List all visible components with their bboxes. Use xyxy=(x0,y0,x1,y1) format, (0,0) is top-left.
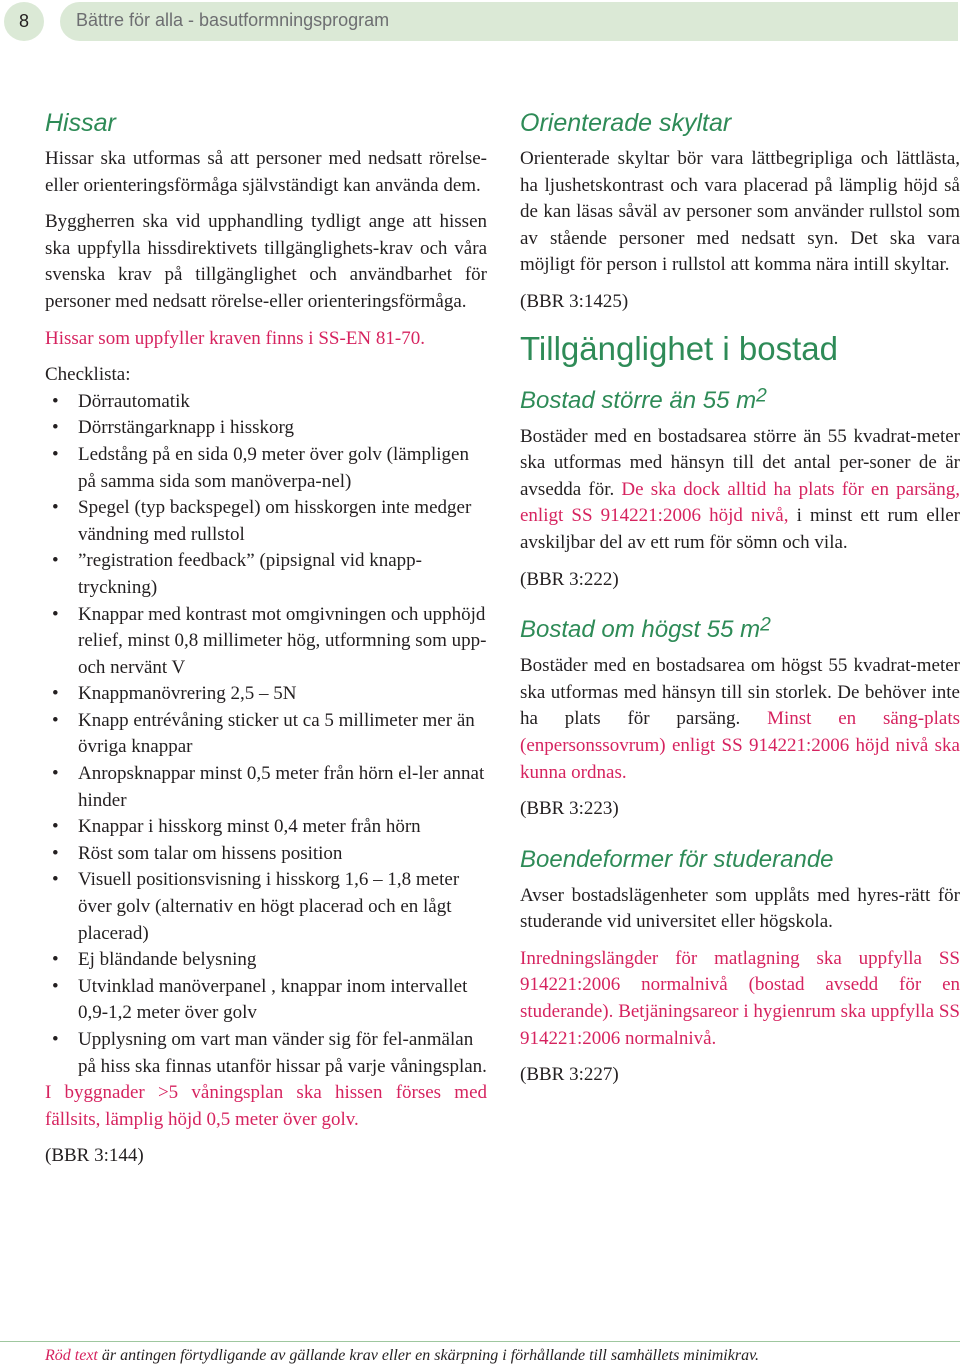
checklist-item xyxy=(45,947,487,974)
paragraph: Byggherren ska vid upphandling tydligt ange att hissen ska uppfylla hissdirektivets tillgänglighets-krav och våra svenska krav på tillgänglighet och användbarhet för personer med nedsatt rörelse-eller orienteringsförmåga. xyxy=(45,211,487,312)
reference: (BBR 3:222) xyxy=(520,568,619,590)
checklist-item-text: Knappar i hisskorg minst 0,4 meter från hörn xyxy=(78,816,421,838)
page-number: 8 xyxy=(4,2,44,41)
heading-tillganglighet-i-bostad: Tillgänglighet i bostad xyxy=(520,329,838,367)
checklist-item xyxy=(45,974,487,1027)
checklist-item-text: Utvinklad manöverpanel , knappar inom intervallet 0,9-1,2 meter över golv xyxy=(78,975,468,1024)
checklist-item-text: Knappar med kontrast mot omgivningen och upphöjd relief, minst 0,8 millimeter hög, utformning som upp- och nervänt V xyxy=(78,603,487,678)
footnote-red-label: Röd text xyxy=(45,1347,98,1364)
checklist-item xyxy=(45,761,487,814)
paragraph xyxy=(520,653,960,786)
heading-text: Bostad om högst 55 m xyxy=(520,616,761,644)
checklist-item xyxy=(45,867,487,947)
superscript: 2 xyxy=(756,384,767,406)
checklist-item-text: Anropsknappar minst 0,5 meter från hörn el-ler annat hinder xyxy=(78,763,485,811)
bullet-icon: • xyxy=(52,949,59,971)
left-column xyxy=(45,108,487,1180)
bullet-icon: • xyxy=(52,417,59,439)
bullet-icon: • xyxy=(52,763,59,785)
superscript: 2 xyxy=(760,614,771,636)
heading-boendeformer: Boendeformer för studerande xyxy=(520,845,834,873)
red-requirement: Inredningslängder för matlagning ska uppfylla SS 914221:2006 normalnivå (bostad avsedd för en studerande). Betjäningsareor i hygienrum ska uppfylla SS 914221:2006 normalnivå. xyxy=(520,947,960,1049)
checklist-item-text: Röst som talar om hissens position xyxy=(78,842,343,864)
footer-divider xyxy=(0,1341,960,1342)
checklist-item xyxy=(45,708,487,761)
checklist-item-text: Knapp entrévåning sticker ut ca 5 millimeter mer än övriga knappar xyxy=(78,709,475,758)
checklist-item xyxy=(45,548,487,601)
checklist-item xyxy=(45,814,487,841)
reference: (BBR 3:223) xyxy=(520,798,619,820)
checklist-label: Checklista: xyxy=(45,364,131,386)
reference: (BBR 3:227) xyxy=(520,1064,619,1086)
reference: (BBR 3:144) xyxy=(45,1145,144,1167)
checklist-item-text: Upplysning om vart man vänder sig för fel-anmälan på hiss ska finnas utanför hissar på varje våningsplan. xyxy=(78,1029,487,1077)
right-column xyxy=(520,108,960,1099)
red-text: De ska dock alltid ha plats för en parsäng, enligt SS 914221:2006 höjd nivå, xyxy=(520,478,960,527)
checklist-item xyxy=(45,841,487,868)
checklist-item-text: Ledstång på en sida 0,9 meter över golv (lämpligen på samma sida som manöverpa-nel) xyxy=(78,443,469,492)
red-text: Minst en säng-plats (enpersonssovrum) enligt SS 914221:2006 höjd nivå ska kunna ordnas. xyxy=(520,708,960,783)
checklist-item-text: Dörrautomatik xyxy=(78,390,190,412)
bullet-icon: • xyxy=(52,816,59,838)
bullet-icon: • xyxy=(52,709,59,731)
bullet-icon: • xyxy=(52,603,59,625)
checklist-item xyxy=(45,389,487,416)
reference: (BBR 3:1425) xyxy=(520,290,629,312)
checklist-item xyxy=(45,495,487,548)
bullet-icon: • xyxy=(52,683,59,705)
heading-bostad-hogst xyxy=(520,615,960,645)
footnote-text: är antingen förtydligande av gällande krav eller en skärpning i förhållande till samhällets minimikrav. xyxy=(97,1347,759,1364)
text: Bostäder med en bostadsarea om högst 55 kvadrat-meter ska utformas med hänsyn till sin storlek. De behöver inte ha plats för parsäng. xyxy=(520,655,960,730)
bullet-icon: • xyxy=(52,550,59,572)
footnote xyxy=(45,1347,945,1365)
bullet-icon: • xyxy=(52,497,59,519)
bullet-icon: • xyxy=(52,869,59,891)
heading-bostad-storre xyxy=(520,386,960,416)
text: Bostäder med en bostadsarea större än 55 kvadrat-meter ska utformas med hänsyn till det antal per-soner de är avsedda för. xyxy=(520,425,960,500)
bullet-icon: • xyxy=(52,390,59,412)
heading-orienterade-skyltar: Orienterade skyltar xyxy=(520,109,732,137)
paragraph xyxy=(520,424,960,557)
checklist-item-text: Visuell positionsvisning i hisskorg 1,6 – 1,8 meter över golv (alternativ en högt placerad och en lågt placerad) xyxy=(78,869,460,944)
bullet-icon: • xyxy=(52,1029,59,1050)
paragraph: Hissar ska utformas så att personer med nedsatt rörelse- eller orienteringsförmåga självständigt kan använda dem. xyxy=(45,148,487,196)
bullet-icon: • xyxy=(52,975,59,997)
running-header-title: Bättre för alla - basutformningsprogram xyxy=(76,10,390,30)
paragraph: Orienterade skyltar bör vara lättbegripliga och lättlästa, ha ljushetskontrast och vara placerad på lämplig höjd så de kan läsas såväl av personer som använder rullstol som av stående personer med nedsatt syn. Det ska vara möjligt för person i rullstol att komma nära intill skyltar. xyxy=(520,148,960,276)
checklist-item xyxy=(45,602,487,682)
heading-text: Bostad större än 55 m xyxy=(520,386,757,414)
heading-hissar: Hissar xyxy=(45,109,116,137)
checklist-item-text: Knappmanövrering 2,5 – 5N xyxy=(78,683,297,705)
checklist-item-text: Spegel (typ backspegel) om hisskorgen inte medger vändning med rullstol xyxy=(78,497,472,545)
red-requirement: Hissar som uppfyller kraven finns i SS-EN 81-70. xyxy=(45,327,425,349)
checklist-item-text: ”registration feedback” (pipsignal vid knapp-tryckning) xyxy=(78,550,422,598)
text: i minst ett rum eller avskiljbar del av ett rum för sömn och vila. xyxy=(520,505,960,553)
checklist-item xyxy=(45,1027,487,1080)
paragraph: Avser bostadslägenheter som upplåts med hyres-rätt för studerande vid universitet eller högskola. xyxy=(520,884,960,933)
red-requirement: I byggnader >5 våningsplan ska hissen förses med fällsits, lämplig höjd 0,5 meter över golv. xyxy=(45,1082,487,1130)
checklist-item xyxy=(45,681,487,708)
checklist-item-text: Ej bländande belysning xyxy=(78,949,257,971)
checklist-item-text: Dörrstängarknapp i hisskorg xyxy=(78,417,295,439)
checklist xyxy=(45,389,487,1080)
checklist-item xyxy=(45,442,487,495)
bullet-icon: • xyxy=(52,842,59,864)
bullet-icon: • xyxy=(52,443,59,465)
checklist-item xyxy=(45,415,487,442)
